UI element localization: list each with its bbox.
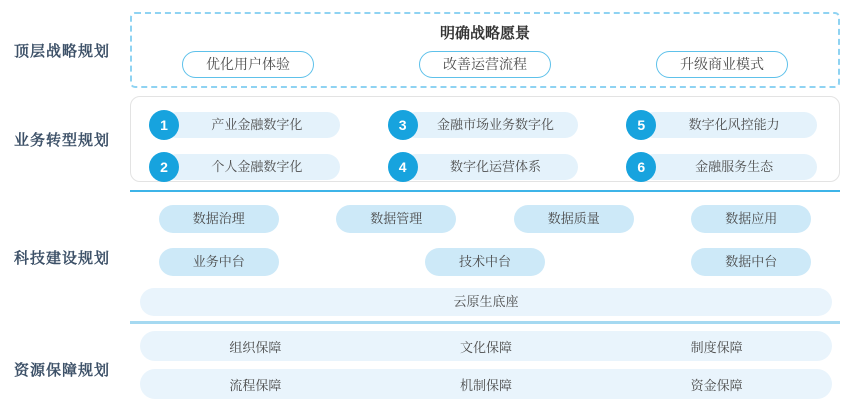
tech-content (130, 190, 840, 324)
item-number-badge: 4 (388, 152, 418, 182)
section-divider (130, 321, 840, 324)
tech-pill-data-quality: 数据质量 (514, 205, 634, 233)
section-business-transformation (0, 96, 848, 182)
resource-label-system: 制度保障 (690, 339, 743, 355)
section-label-resource-guarantee: 资源保障规划 (14, 361, 111, 379)
resource-label-funding: 资金保障 (690, 377, 743, 393)
tech-data-pill-row (130, 205, 840, 233)
resource-band-2 (140, 369, 832, 399)
vision-button-group (182, 51, 788, 78)
tech-pill-technology-platform: 技术中台 (425, 248, 545, 276)
business-item-label: 金融服务生态 (641, 154, 817, 180)
section-label-tech-construction: 科技建设规划 (14, 249, 111, 267)
item-number-badge: 5 (626, 110, 656, 140)
item-number-badge: 3 (388, 110, 418, 140)
vision-box (130, 12, 840, 88)
item-number-badge: 6 (626, 152, 656, 182)
business-item (626, 110, 817, 140)
vision-button-user-experience: 优化用户体验 (182, 51, 314, 78)
business-items-box (130, 96, 840, 182)
tech-platform-pill-row (130, 248, 840, 276)
item-number-badge: 2 (149, 152, 179, 182)
business-item (388, 152, 579, 182)
business-item (626, 152, 817, 182)
tech-pill-business-platform: 业务中台 (159, 248, 279, 276)
item-number-badge: 1 (149, 110, 179, 140)
section-tech-construction (0, 190, 848, 324)
tech-pill-data-platform: 数据中台 (691, 248, 811, 276)
vision-button-operation-process: 改善运营流程 (419, 51, 551, 78)
section-top-strategy (0, 12, 848, 88)
resource-label-process: 流程保障 (229, 377, 282, 393)
section-label-top-strategy: 顶层战略规划 (14, 42, 111, 60)
vision-button-business-model: 升级商业模式 (656, 51, 788, 78)
vision-title: 明确战略愿景 (439, 25, 530, 42)
resource-label-mechanism: 机制保障 (459, 377, 512, 393)
business-item-label: 个人金融数字化 (164, 154, 340, 180)
resource-label-culture: 文化保障 (459, 339, 512, 355)
business-item-label: 数字化运营体系 (403, 154, 579, 180)
cloud-native-base-pill: 云原生底座 (140, 288, 832, 316)
business-item-label: 数字化风控能力 (641, 112, 817, 138)
tech-pill-data-governance: 数据治理 (159, 205, 279, 233)
resource-band-1 (140, 331, 832, 361)
business-item-label: 产业金融数字化 (164, 112, 340, 138)
business-item-label: 金融市场业务数字化 (403, 112, 579, 138)
business-item (388, 110, 579, 140)
tech-pill-data-management: 数据管理 (336, 205, 456, 233)
business-item (149, 110, 340, 140)
resource-label-organization: 组织保障 (229, 339, 282, 355)
business-item (149, 152, 340, 182)
section-label-business-transformation: 业务转型规划 (14, 131, 111, 149)
tech-pill-data-application: 数据应用 (691, 205, 811, 233)
section-resource-guarantee (0, 331, 848, 407)
